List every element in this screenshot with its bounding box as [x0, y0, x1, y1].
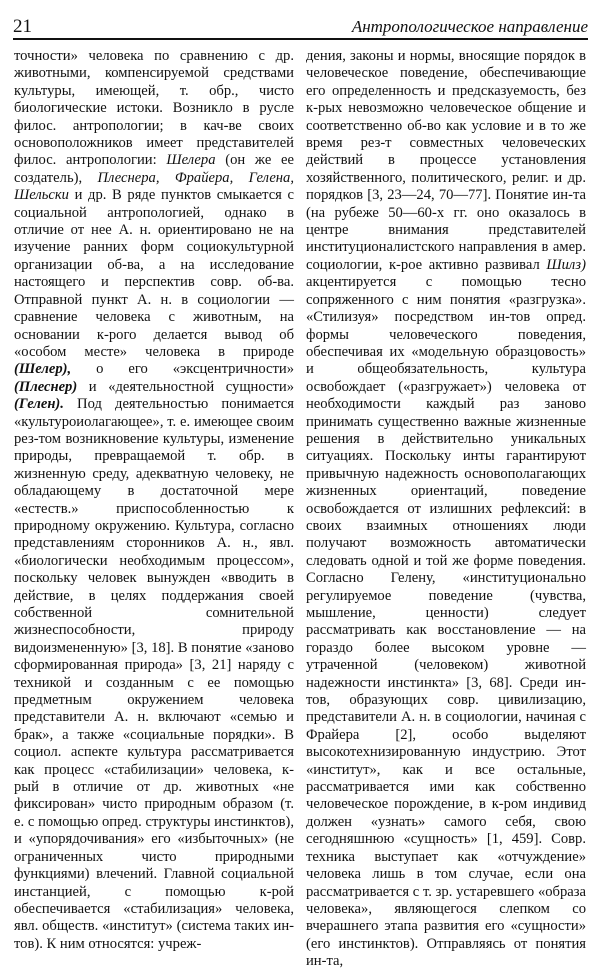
name-shils: Шилз): [546, 256, 586, 273]
text-run: и «деятельностной сущности»: [77, 378, 294, 395]
text-run: дения, законы и нормы, вносящие порядок в человеческое поведение, обеспечивающие его определенность и предсказуемость, без к-рых невозможно человеческое общение и соответственно об-во как условие и в то же время рез-т совместных человеческих действий в процессе установления хозяйственного, политического, религ. и др. порядков [3, 23—24, 70—77]. Понятие ин-та (на рубеже 50—60-х гг. оно оказалось в центре внимания представителей институционалистского направления в амер. социологии, к-рое активно развивал: [306, 48, 586, 273]
left-column-text: [14, 48, 294, 953]
text-run: Под деятельностью понимается «культуроиолагающее», т. е. имеющее своим рез-том возникновение культуры, изменение природы, превращаемой т. обр. в жизненную среду, адекватную человеку, не обладающему в достаточной мере «естеств.» приспособленностью к природному окружению. Культура, согласно представлениям сторонников А. н., явл. «биологически необходимым процессом», поскольку человек вынужден «вводить в действие, в целях поддержания своей собственной сомнительной жизнеспособности, природу видоизмененную» [3, 18]. В понятие «заново сформированная природа» [3, 21] наряду с техникой и созданным с ее помощью предметным окружением человека представители А. н. включают «семью и брак», а также «социальные порядки». В социол. аспекте культура рассматривается как процесс «стабилизации» человека, к-рый в отличие от др. животных «не фиксирован» чисто природным образом (т. е. с помощью опред. структуры инстинктов), и «упорядочивания» его «избыточных» (не ограниченных чисто природными функциями) влечений. Главной социальной инстанцией, с помощью к-рой обеспечивается «стабилизация» человека, явл. обществ. «институт» (система таких ин-тов). К ним относятся: учреж-: [14, 396, 294, 952]
right-column: [306, 48, 586, 971]
ref-gehlen: (Гелен).: [14, 396, 64, 413]
text-run: о его «эксцентричности»: [71, 361, 294, 378]
text-run: акцентируется с помощью тесно сопряженного с ним понятия «разгрузка». «Стилизуя» посредством ин-тов опред. формы человеческого поведения, обеспечивая их «модельную образцовость» и общеобязательность, культура освобождает («разгружает») человека от необходимости каждый раз заново принимать существенно важные жизненные решения в действительно уникальных ситуациях. Поскольку инты гарантируют привычную надежность основополагающих жизненных ориентаций, поведение освобождается от излишних рефлексий: в своих взаимных отношениях люди получают возможность автоматически следовать одной и той же форме поведения. Согласно Гелену, «институционально регулируемое поведение (чувства, мышление, ценности) следует рассматривать как восстановление — на гораздо более высоком уровне — утраченной (человеком) животной надежности инстинкта» [3, 68]. Среди ин-тов, образующих совр. цивилизацию, представители А. н. в социологии, начиная с Фрайера [2], особо выделяют высокотехнизированную индустрию. Этот «институт», как и все остальные, рассматривается ими как собственно человеческое порождение, в к-ром индивид должен «узнать» самого себя, свою сегодняшнюю «сущность» [1, 459]. Совр. техника выступает как «отчуждение» человека лишь в том случае, если она рассматривается с т. зр. устаревшего «образа человека», являющегося слепком со вчерашнего этапа развития его «сущности» (его инстинктов). Отправляясь от понятия ин-та,: [306, 274, 586, 970]
ref-scheler: (Шелер),: [14, 361, 72, 378]
page-number: 21: [13, 16, 32, 37]
ref-plessner: (Плеснер): [14, 378, 78, 395]
right-column-text: [306, 48, 586, 971]
left-column: [14, 48, 294, 953]
names-list: Плеснера, Фрайера, Гелена, Шельски: [14, 169, 294, 204]
text-run: (он же ее создатель),: [14, 152, 294, 186]
page-header: [13, 16, 588, 40]
text-run: точности» человека по сравнению с др. животными, компенсируемой средствами культуры, имеющей, т. обр., чисто биологические истоки. Возникло в русле филос. антропологии; в кач-ве своих основоположников имеет представителей филос. антропологии:: [14, 48, 294, 169]
name-scheler: Шелера: [166, 152, 216, 169]
text-run: и др. В ряде пунктов смыкается с социальной антропологией, однако в отличие от нее А. н. ориентировано не на изучение ранних форм социокультурной организации об-ва, а на исследование настоящего и перспектив совр. об-ва. Отправной пункт А. н. в социологии — сравнение человека с животным, на основании к-рого делается вывод об «особом месте» человека в природе: [14, 187, 294, 360]
running-title: Антропологическое направление: [351, 17, 588, 36]
